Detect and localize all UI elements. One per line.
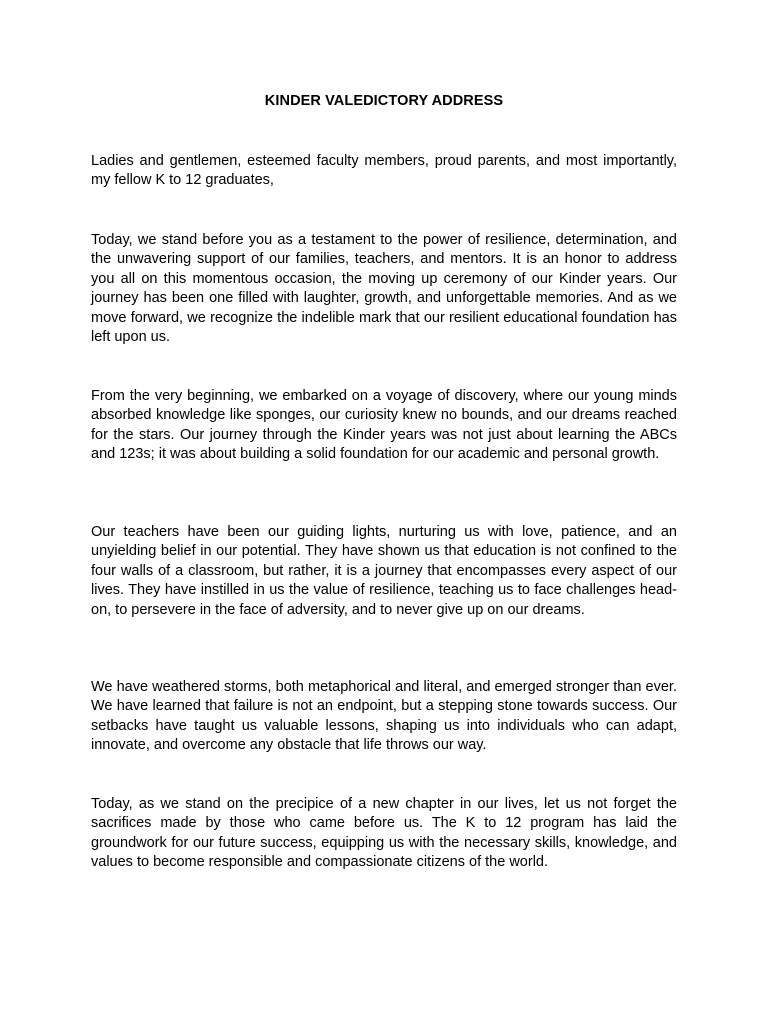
paragraph-salutation: Ladies and gentlemen, esteemed faculty members, proud parents, and most importantly, my fellow K to 12 graduates, <box>91 153 677 189</box>
paragraph-teachers: Our teachers have been our guiding lights, nurturing us with love, patience, and an unyielding belief in our potential. They have shown us that education is not confined to the four walls of a classroom, but rather, it is a journey that encompasses every aspect of our lives. They have instilled in us the value of resilience, teaching us to face challenges head-on, to persevere in the face of adversity, and to never give up on our dreams. <box>91 524 677 618</box>
document-title: KINDER VALEDICTORY ADDRESS <box>264 93 504 109</box>
paragraph-beginning: From the very beginning, we embarked on a voyage of discovery, where our young minds absorbed knowledge like sponges, our curiosity knew no bounds, and our dreams reached for the stars. Our journey through the Kinder years was not just about learning the ABCs and 123s; it was about building a solid foundation for our academic and personal growth. <box>91 388 677 463</box>
paragraph-future: Today, as we stand on the precipice of a new chapter in our lives, let us not forget the sacrifices made by those who came before us. The K to 12 program has laid the groundwork for our future success, equipping us with the necessary skills, knowledge, and values to become responsible and compassionate citizens of the world. <box>91 796 677 871</box>
paragraph-resilience: We have weathered storms, both metaphorical and literal, and emerged stronger than ever. We have learned that failure is not an endpoint, but a stepping stone towards success. Our setbacks have taught us valuable lessons, shaping us into individuals who can adapt, innovate, and overcome any obstacle that life throws our way. <box>91 679 677 754</box>
paragraph-introduction: Today, we stand before you as a testament to the power of resilience, determination, and the unwavering support of our families, teachers, and mentors. It is an honor to address you all on this momentous occasion, the moving up ceremony of our Kinder years. Our journey has been one filled with laughter, growth, and unforgettable memories. And as we move forward, we recognize the indelible mark that our resilient educational foundation has left upon us. <box>91 232 677 346</box>
